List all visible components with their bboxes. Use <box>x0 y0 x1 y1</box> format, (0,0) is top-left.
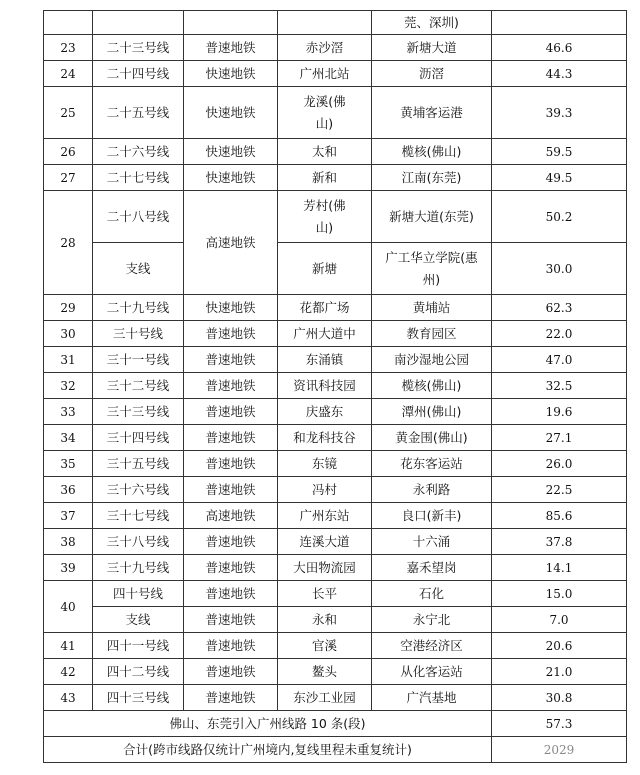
cell-start: 花都广场 <box>278 295 372 321</box>
cell-start: 东涌镇 <box>278 347 372 373</box>
cell-end: 榄核(佛山) <box>372 373 492 399</box>
data-table-container <box>43 10 626 764</box>
table-row <box>44 555 627 581</box>
cell-length: 22.0 <box>492 321 627 347</box>
cell-end: 广工华立学院(惠州) <box>372 243 492 295</box>
cell-name: 三十八号线 <box>93 529 184 555</box>
cell-start: 广州北站 <box>278 61 372 87</box>
cell-end: 良口(新丰) <box>372 503 492 529</box>
cell-start: 龙溪(佛山) <box>278 87 372 139</box>
cell-no: 31 <box>44 347 93 373</box>
cell-no: 38 <box>44 529 93 555</box>
cell-type: 快速地铁 <box>184 87 278 139</box>
table-row <box>44 373 627 399</box>
cell-no: 27 <box>44 165 93 191</box>
total-row <box>44 737 627 763</box>
cell-type: 普速地铁 <box>184 477 278 503</box>
cell-no: 39 <box>44 555 93 581</box>
table-row <box>44 165 627 191</box>
cell-type: 普速地铁 <box>184 581 278 607</box>
cell-no: 30 <box>44 321 93 347</box>
table-row <box>44 685 627 711</box>
cell-name: 三十六号线 <box>93 477 184 503</box>
table-row <box>44 35 627 61</box>
cell-start: 芳村(佛山) <box>278 191 372 243</box>
cell-start: 庆盛东 <box>278 399 372 425</box>
table-row <box>44 451 627 477</box>
cell-length: 7.0 <box>492 607 627 633</box>
table-row <box>44 581 627 607</box>
cell-end: 新塘大道 <box>372 35 492 61</box>
table-row <box>44 633 627 659</box>
cell-end: 嘉禾望岗 <box>372 555 492 581</box>
cell-start: 新塘 <box>278 243 372 295</box>
table-row <box>44 191 627 243</box>
cell-end: 黄金围(佛山) <box>372 425 492 451</box>
cell-name: 二十七号线 <box>93 165 184 191</box>
cell-name: 二十八号线 <box>93 191 184 243</box>
cell-type: 普速地铁 <box>184 425 278 451</box>
cell-length: 22.5 <box>492 477 627 503</box>
cell-name: 四十二号线 <box>93 659 184 685</box>
cell-name: 二十六号线 <box>93 139 184 165</box>
cell-type: 普速地铁 <box>184 685 278 711</box>
cell-no <box>44 11 93 35</box>
table-row <box>44 529 627 555</box>
cell-name: 支线 <box>93 607 184 633</box>
cell-type: 快速地铁 <box>184 139 278 165</box>
cell-length: 44.3 <box>492 61 627 87</box>
cell-name: 四十一号线 <box>93 633 184 659</box>
table-row <box>44 399 627 425</box>
cell-end: 空港经济区 <box>372 633 492 659</box>
cell-type: 普速地铁 <box>184 399 278 425</box>
cell-length: 32.5 <box>492 373 627 399</box>
table-row <box>44 11 627 35</box>
table-row <box>44 659 627 685</box>
cell-no: 28 <box>44 191 93 295</box>
cell-no: 42 <box>44 659 93 685</box>
table-row <box>44 425 627 451</box>
cell-start: 长平 <box>278 581 372 607</box>
cell-start: 官溪 <box>278 633 372 659</box>
cell-type: 普速地铁 <box>184 659 278 685</box>
cell-name: 三十五号线 <box>93 451 184 477</box>
cell-type: 普速地铁 <box>184 35 278 61</box>
cell-name: 支线 <box>93 243 184 295</box>
cell-start: 新和 <box>278 165 372 191</box>
cell-length: 21.0 <box>492 659 627 685</box>
cell-name: 三十号线 <box>93 321 184 347</box>
cell-start: 资讯科技园 <box>278 373 372 399</box>
cell-no: 37 <box>44 503 93 529</box>
table-row <box>44 477 627 503</box>
cell-start: 广州东站 <box>278 503 372 529</box>
table-row <box>44 87 627 139</box>
cell-type: 快速地铁 <box>184 295 278 321</box>
table-row <box>44 61 627 87</box>
summary-value: 57.3 <box>492 711 627 737</box>
cell-type: 普速地铁 <box>184 607 278 633</box>
table-row <box>44 503 627 529</box>
cell-length: 30.8 <box>492 685 627 711</box>
cell-name: 二十三号线 <box>93 35 184 61</box>
cell-start: 鳌头 <box>278 659 372 685</box>
cell-length: 85.6 <box>492 503 627 529</box>
cell-type: 高速地铁 <box>184 503 278 529</box>
cell-no: 25 <box>44 87 93 139</box>
cell-start: 太和 <box>278 139 372 165</box>
cell-length: 27.1 <box>492 425 627 451</box>
cell-name: 三十二号线 <box>93 373 184 399</box>
table-row <box>44 243 627 295</box>
cell-end: 永宁北 <box>372 607 492 633</box>
cell-name: 三十一号线 <box>93 347 184 373</box>
cell-end: 南沙湿地公园 <box>372 347 492 373</box>
cell-type: 普速地铁 <box>184 633 278 659</box>
cell-length: 15.0 <box>492 581 627 607</box>
cell-end: 江南(东莞) <box>372 165 492 191</box>
cell-start: 冯村 <box>278 477 372 503</box>
table-row <box>44 347 627 373</box>
table-row <box>44 295 627 321</box>
cell-length: 20.6 <box>492 633 627 659</box>
cell-type <box>184 11 278 35</box>
cell-length: 14.1 <box>492 555 627 581</box>
cell-start: 东镜 <box>278 451 372 477</box>
cell-no: 34 <box>44 425 93 451</box>
cell-length: 47.0 <box>492 347 627 373</box>
cell-name: 二十四号线 <box>93 61 184 87</box>
cell-end: 花东客运站 <box>372 451 492 477</box>
cell-name: 四十号线 <box>93 581 184 607</box>
cell-end: 黄埔客运港 <box>372 87 492 139</box>
cell-end: 石化 <box>372 581 492 607</box>
cell-length: 49.5 <box>492 165 627 191</box>
cell-start <box>278 11 372 35</box>
cell-no: 23 <box>44 35 93 61</box>
cell-no: 40 <box>44 581 93 633</box>
cell-type: 普速地铁 <box>184 373 278 399</box>
cell-end: 从化客运站 <box>372 659 492 685</box>
cell-no: 26 <box>44 139 93 165</box>
total-label: 合计(跨市线路仅统计广州境内,复线里程未重复统计) <box>44 737 492 763</box>
cell-name <box>93 11 184 35</box>
cell-start: 连溪大道 <box>278 529 372 555</box>
cell-name: 二十五号线 <box>93 87 184 139</box>
cell-length: 39.3 <box>492 87 627 139</box>
cell-no: 43 <box>44 685 93 711</box>
cell-name: 四十三号线 <box>93 685 184 711</box>
cell-start: 赤沙滘 <box>278 35 372 61</box>
cell-type: 普速地铁 <box>184 529 278 555</box>
cell-end: 沥滘 <box>372 61 492 87</box>
cell-length: 30.0 <box>492 243 627 295</box>
cell-end: 潭州(佛山) <box>372 399 492 425</box>
cell-end: 莞、深圳) <box>372 11 492 35</box>
cell-name: 二十九号线 <box>93 295 184 321</box>
cell-length: 59.5 <box>492 139 627 165</box>
metro-lines-table <box>43 10 627 763</box>
table-row <box>44 321 627 347</box>
cell-type: 普速地铁 <box>184 347 278 373</box>
cell-type: 快速地铁 <box>184 61 278 87</box>
cell-end: 教育园区 <box>372 321 492 347</box>
summary-row <box>44 711 627 737</box>
cell-end: 黄埔站 <box>372 295 492 321</box>
cell-length: 37.8 <box>492 529 627 555</box>
cell-start: 东沙工业园 <box>278 685 372 711</box>
cell-start: 和龙科技谷 <box>278 425 372 451</box>
cell-length: 26.0 <box>492 451 627 477</box>
cell-no: 24 <box>44 61 93 87</box>
cell-length: 50.2 <box>492 191 627 243</box>
cell-length: 46.6 <box>492 35 627 61</box>
cell-type: 普速地铁 <box>184 321 278 347</box>
cell-start: 大田物流园 <box>278 555 372 581</box>
cell-type: 普速地铁 <box>184 555 278 581</box>
cell-type: 高速地铁 <box>184 191 278 295</box>
cell-end: 广汽基地 <box>372 685 492 711</box>
cell-no: 29 <box>44 295 93 321</box>
cell-length: 62.3 <box>492 295 627 321</box>
table-row <box>44 139 627 165</box>
cell-no: 41 <box>44 633 93 659</box>
cell-length: 19.6 <box>492 399 627 425</box>
cell-name: 三十四号线 <box>93 425 184 451</box>
cell-type: 快速地铁 <box>184 165 278 191</box>
cell-end: 新塘大道(东莞) <box>372 191 492 243</box>
total-value: 2029 <box>492 737 627 763</box>
cell-end: 十六涌 <box>372 529 492 555</box>
cell-start: 广州大道中 <box>278 321 372 347</box>
cell-end: 永利路 <box>372 477 492 503</box>
cell-no: 35 <box>44 451 93 477</box>
summary-label: 佛山、东莞引入广州线路 10 条(段) <box>44 711 492 737</box>
cell-name: 三十九号线 <box>93 555 184 581</box>
table-row <box>44 607 627 633</box>
cell-type: 普速地铁 <box>184 451 278 477</box>
cell-length <box>492 11 627 35</box>
cell-no: 33 <box>44 399 93 425</box>
cell-name: 三十七号线 <box>93 503 184 529</box>
cell-no: 36 <box>44 477 93 503</box>
cell-end: 榄核(佛山) <box>372 139 492 165</box>
cell-start: 永和 <box>278 607 372 633</box>
cell-name: 三十三号线 <box>93 399 184 425</box>
cell-no: 32 <box>44 373 93 399</box>
